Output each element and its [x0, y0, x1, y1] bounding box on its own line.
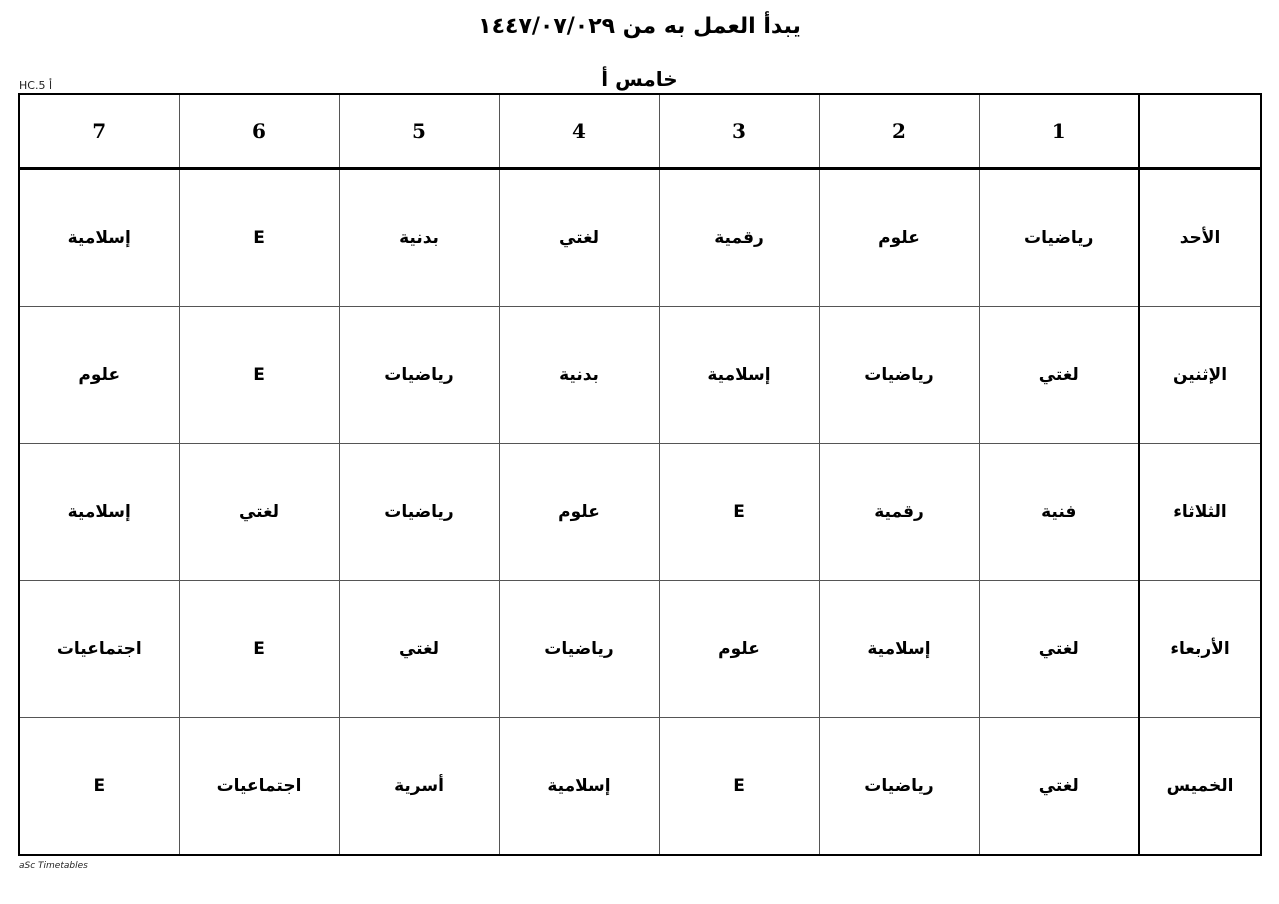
period-header: 1 — [979, 94, 1139, 169]
lesson-cell: علوم — [659, 581, 819, 718]
table-row — [19, 718, 1261, 856]
day-label: الإثنين — [1139, 307, 1261, 444]
timetable — [18, 93, 1262, 856]
class-code-label: HC.5 أ — [19, 79, 53, 92]
period-header: 5 — [339, 94, 499, 169]
lesson-cell: لغتي — [979, 307, 1139, 444]
page-title: يبدأ العمل به من ١٤٤٧/٠٧/٠٢٩ — [478, 14, 801, 39]
lesson-cell: رياضيات — [339, 307, 499, 444]
lesson-cell: فنية — [979, 444, 1139, 581]
lesson-cell: بدنية — [499, 307, 659, 444]
lesson-cell: إسلامية — [19, 169, 179, 307]
lesson-cell: E — [179, 307, 339, 444]
lesson-cell: رياضيات — [819, 718, 979, 856]
period-header: 6 — [179, 94, 339, 169]
table-row — [19, 307, 1261, 444]
period-header: 2 — [819, 94, 979, 169]
day-label: الثلاثاء — [1139, 444, 1261, 581]
class-name: خامس أ — [601, 67, 678, 91]
table-row — [19, 444, 1261, 581]
lesson-cell: رقمية — [659, 169, 819, 307]
lesson-cell: إسلامية — [819, 581, 979, 718]
day-label: الخميس — [1139, 718, 1261, 856]
table-row — [19, 581, 1261, 718]
period-header: 3 — [659, 94, 819, 169]
table-row — [19, 169, 1261, 307]
lesson-cell: اجتماعيات — [179, 718, 339, 856]
lesson-cell: علوم — [819, 169, 979, 307]
lesson-cell: لغتي — [979, 718, 1139, 856]
lesson-cell: اجتماعيات — [19, 581, 179, 718]
lesson-cell: علوم — [19, 307, 179, 444]
lesson-cell: إسلامية — [659, 307, 819, 444]
footer-credit: aSc Timetables — [19, 861, 88, 871]
lesson-cell: إسلامية — [19, 444, 179, 581]
lesson-cell: بدنية — [339, 169, 499, 307]
lesson-cell: علوم — [499, 444, 659, 581]
lesson-cell: رقمية — [819, 444, 979, 581]
lesson-cell: لغتي — [339, 581, 499, 718]
day-label: الأربعاء — [1139, 581, 1261, 718]
lesson-cell: E — [179, 169, 339, 307]
corner-cell — [1139, 94, 1261, 169]
lesson-cell: رياضيات — [819, 307, 979, 444]
lesson-cell: لغتي — [179, 444, 339, 581]
lesson-cell: E — [659, 718, 819, 856]
period-header: 7 — [19, 94, 179, 169]
lesson-cell: إسلامية — [499, 718, 659, 856]
lesson-cell: رياضيات — [979, 169, 1139, 307]
lesson-cell: لغتي — [499, 169, 659, 307]
lesson-cell: E — [179, 581, 339, 718]
lesson-cell: رياضيات — [339, 444, 499, 581]
period-header: 4 — [499, 94, 659, 169]
period-header-row — [19, 94, 1261, 169]
lesson-cell: لغتي — [979, 581, 1139, 718]
day-label: الأحد — [1139, 169, 1261, 307]
lesson-cell: أسرية — [339, 718, 499, 856]
lesson-cell: E — [659, 444, 819, 581]
lesson-cell: رياضيات — [499, 581, 659, 718]
lesson-cell: E — [19, 718, 179, 856]
